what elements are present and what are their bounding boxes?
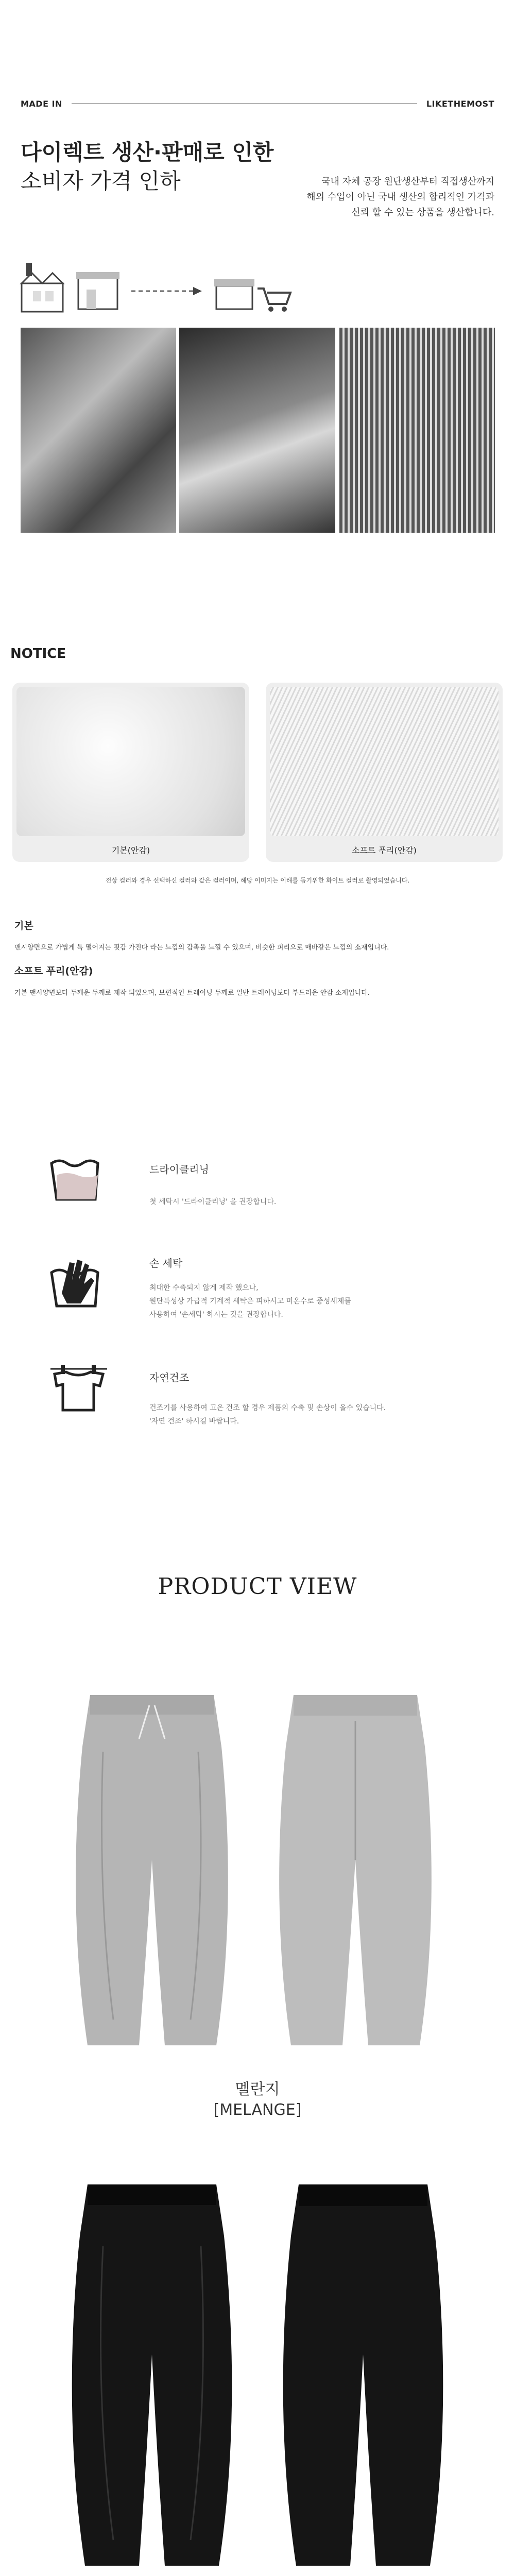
intro-desc-line2: 해외 수입이 아닌 국내 생산의 합리적인 가격과 [306,192,494,202]
natural-dry-text-line1: 건조기를 사용하여 고온 건조 할 경우 제품의 수축 및 손상이 올수 있습니다. [149,1404,386,1412]
intro-title [21,138,274,196]
factory-photo-sewing-machine [21,328,176,533]
dry-clean-text: 첫 세탁시 '드라이클리닝' 을 권장합니다. [149,1198,277,1206]
factory-icon [22,263,63,312]
fabric-image-soft [270,687,499,836]
intro-title-line1: 다이렉트 생산·판매로 인한 [21,140,274,165]
dry-clean-icon [49,1156,106,1202]
intro-desc-line3: 신뢰 할 수 있는 상품을 생산합니다. [351,207,494,218]
hand-wash-text-line3: 사용하여 '손세탁' 하시는 것을 권장합니다. [149,1311,283,1319]
black-pants-front [72,2184,232,2566]
melange-pants-back [279,1695,432,2045]
natural-dry-text-line2: '자연 건조' 하시길 바랍니다. [149,1417,239,1426]
arrow-icon [131,287,202,295]
intro-desc-line1: 국내 자체 공장 원단생산부터 직접생산까지 [321,176,494,187]
fabric-image-basic [16,687,245,836]
melange-caption [0,2079,515,2121]
hand-wash-text-line1: 최대한 수축되지 않게 제작 했으나, [149,1284,259,1292]
intro-desc [306,174,494,221]
soft-text: 기본 맨시양면보다 두께운 두께로 제작 되었으며, 보편적인 트레이닝 두께로 일반 트레이닝보다 부드러운 안감 소재입니다. [14,989,370,997]
notice-title: NOTICE [10,646,66,662]
factory-photo-knitting-machine [339,328,495,533]
natural-dry-title: 자연건조 [149,1371,190,1384]
hand-wash-icon [49,1257,106,1309]
shop-icon [76,272,119,309]
black-pants-image [67,2179,448,2571]
fabric-card-soft [266,683,503,862]
melange-caption-ko: 멜란지 [235,2080,280,2098]
intro-title-line2: 소비자 가격 인하 [21,168,181,194]
melange-pants-front [76,1695,228,2045]
melange-caption-en: [MELANGE] [213,2101,302,2119]
basic-text: 맨시양면으로 가볍게 툭 떨어지는 핏감 가진다 라는 느낌의 감촉을 느낄 수 있으며, 비슷한 피리으로 매바같은 느낌의 소재입니다. [14,944,389,952]
hand-wash-text-line2: 원단특성상 가급적 기계적 세탁은 피하시고 미온수로 중성세제를 [149,1297,351,1306]
fabric-label-soft: 소프트 푸리(안감) [352,845,417,855]
natural-dry-icon [50,1363,107,1414]
store-cart-icon [214,279,290,312]
made-in-row [21,96,494,111]
black-pants-back [283,2184,443,2566]
hand-wash-text [149,1281,351,1321]
soft-heading: 소프트 푸리(안감) [14,965,93,977]
made-in-label: MADE IN [21,98,62,109]
brand-label: LIKETHEMOST [426,98,494,109]
fabric-note: 전상 컬러와 경우 선택하신 컬러와 같은 컬러이며, 해당 이미지는 이해를 돕기위한 화이트 컬러로 촬영되었습니다. [105,877,410,884]
basic-heading: 기본 [14,920,33,931]
fabric-label-basic: 기본(안감) [111,845,150,855]
melange-pants-image [67,1690,448,2050]
factory-photo-cutting [179,328,335,533]
natural-dry-text [149,1401,386,1428]
product-view-title: PRODUCT VIEW [158,1573,357,1600]
factory-to-shop-illustration [15,258,324,317]
dry-clean-title: 드라이클리닝 [149,1163,209,1176]
hand-wash-title: 손 세탁 [149,1257,183,1269]
fabric-card-basic [12,683,249,862]
